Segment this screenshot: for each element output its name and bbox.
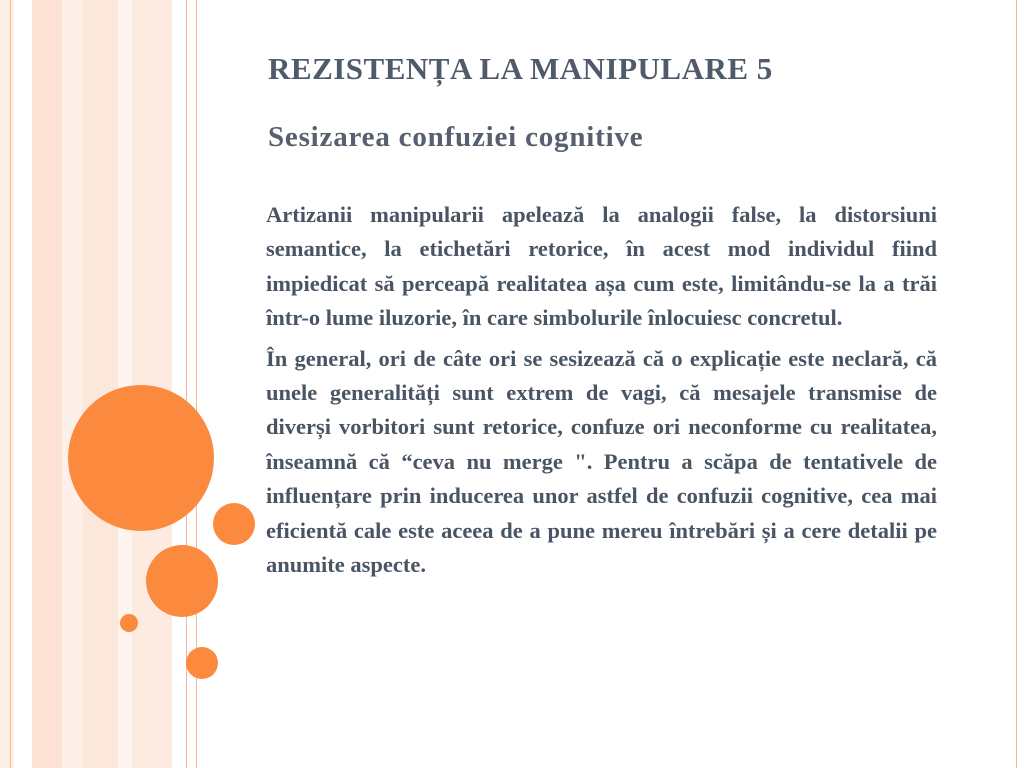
decorative-circle	[213, 503, 255, 545]
stripe-line	[1016, 0, 1017, 768]
body-paragraph: Artizanii manipularii apelează la analogii false, la distorsiuni semantice, la etichetări retorice, în acest mod individul fiind impiedicat să perceapă realitatea așa cum este, limitându-se la a trăi într-o lume iluzorie, în care simbolurile înlocuiesc concretul.	[266, 202, 937, 331]
decorative-circle	[186, 647, 218, 679]
stripe-line	[10, 0, 11, 768]
slide-body	[266, 198, 937, 588]
background-stripe	[14, 0, 32, 768]
background-stripe	[132, 0, 172, 768]
stripe-line	[186, 0, 187, 768]
background-stripe	[118, 0, 132, 768]
decorative-circle-large	[68, 385, 214, 531]
slide-title: REZISTENȚA LA MANIPULARE 5	[268, 51, 773, 86]
decorative-circle	[146, 545, 218, 617]
body-paragraph: În general, ori de câte ori se sesizează că o explicație este neclară, că unele generalități sunt extrem de vagi, că mesajele transmise de diverși vorbitori sunt retorice, confuze ori neconforme cu realitatea, înseamnă că “ceva nu merge ". Pentru a scăpa de tentativele de influențare prin inducerea unor astfel de confuzii cognitive, cea mai eficientă cale este aceea de a pune mereu întrebări și a cere detalii pe anumite aspecte.	[266, 345, 937, 578]
background-stripe	[62, 0, 82, 768]
background-stripe	[82, 0, 118, 768]
slide-subtitle: Sesizarea confuziei cognitive	[268, 121, 644, 153]
background-stripe	[0, 0, 14, 768]
decorative-circle-small	[120, 614, 138, 632]
background-stripe	[32, 0, 62, 768]
